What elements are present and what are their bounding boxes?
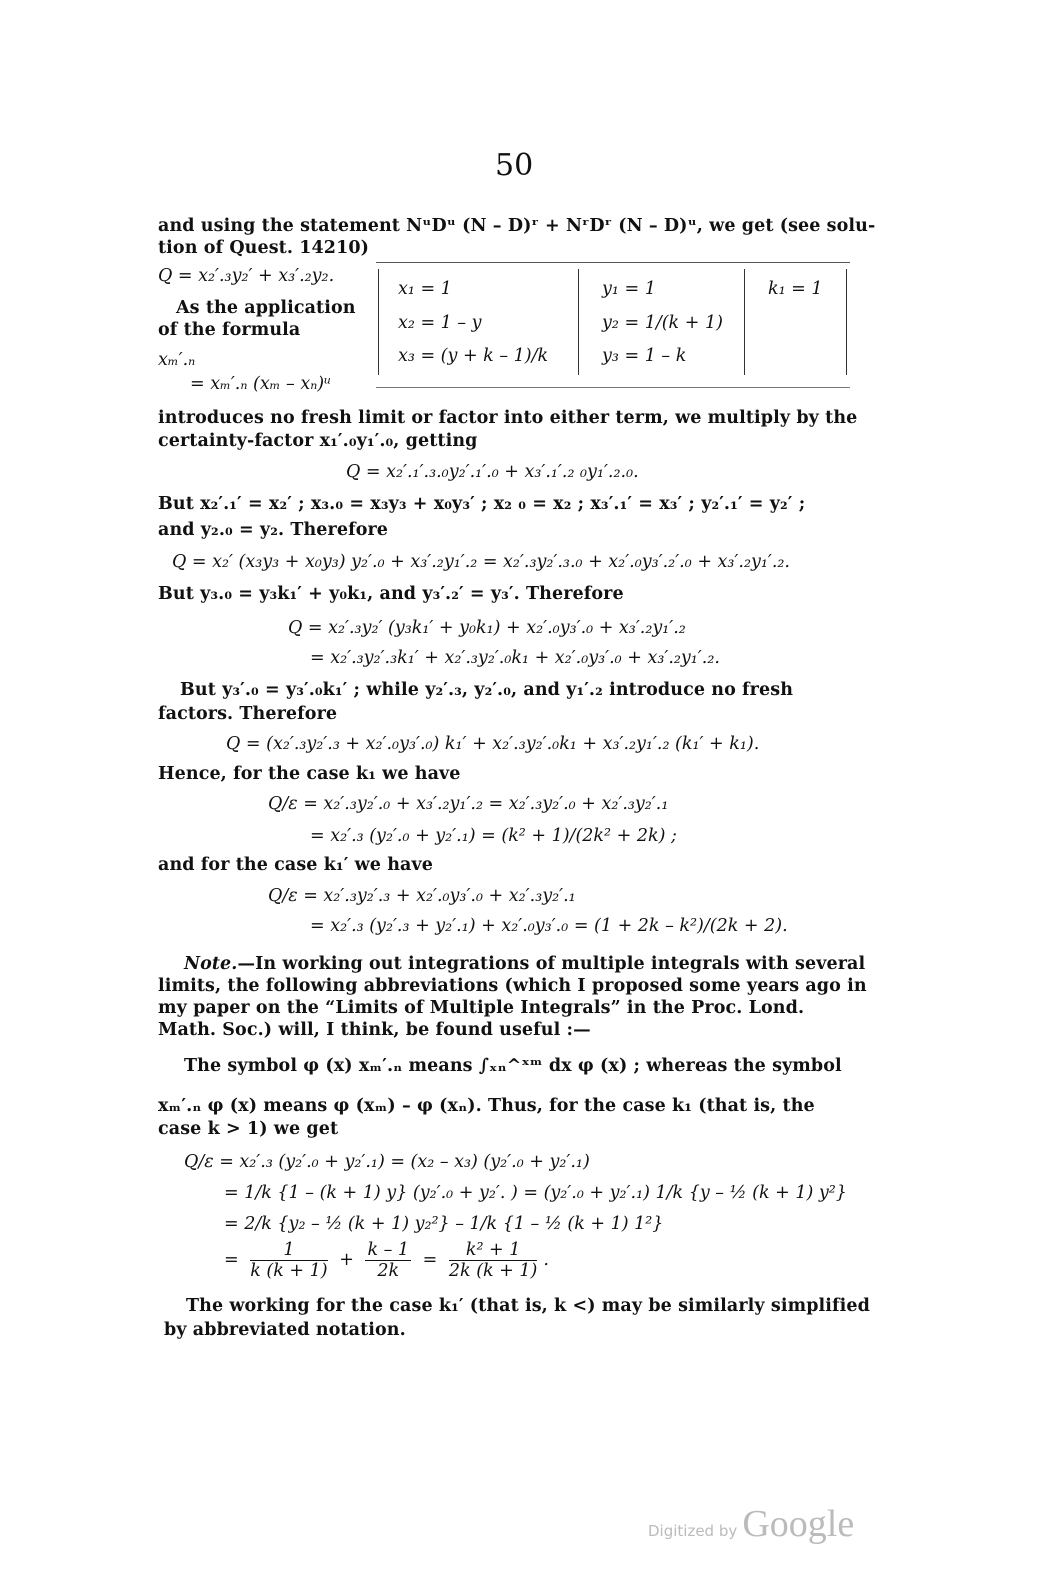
table-divider [744, 269, 745, 375]
fraction-3-numerator: k² + 1 [449, 1240, 537, 1261]
table-y2: y₂ = 1/(k + 1) [602, 313, 723, 333]
final-line-1: The working for the case k₁′ (that is, k <) may be similarly simplified [186, 1296, 870, 1316]
but1-line-2: and y₂.₀ = y₂. Therefore [158, 520, 389, 540]
note-line-1 [184, 954, 865, 974]
symbol-line-1: The symbol φ (x) xₘ′.ₙ means ∫ₓₙ^ˣᵐ dx φ (x) ; whereas the symbol [184, 1056, 842, 1076]
equation-7d: = $\frac{1}{k (k + 1)}$ + $\frac{k - 1}{2k}$ = $\frac{\text{k² + 1}}{2k (k + 1)}$ . [224, 1240, 549, 1281]
fraction-3-denominator: 2k (k + 1) [448, 1261, 538, 1281]
note-label: Note. [184, 954, 238, 974]
equation-5b: = x₂′.₃ (y₂′.₀ + y₂′.₁) = (k² + 1)/(2k² + 2k) ; [310, 826, 677, 846]
intro-line-1: and using the statement NᵘDᵘ (N – D)ʳ + NʳDʳ (N – D)ᵘ, we get (see solu- [158, 216, 876, 236]
note-line-3: my paper on the “Limits of Multiple Integrals” in the Proc. Lond. [158, 998, 805, 1018]
application-line-1: As the application [176, 298, 356, 318]
equation-7a: Q/ε = x₂′.₃ (y₂′.₀ + y₂′.₁) = (x₂ – x₃) (y₂′.₀ + y₂′.₁) [184, 1152, 590, 1172]
formula-x: xₘ′.ₙ [158, 350, 196, 370]
equation-6a: Q/ε = x₂′.₃y₂′.₃ + x₂′.₀y₃′.₀ + x₂′.₃y₂′.₁ [268, 886, 576, 906]
but3-line-2: factors. Therefore [158, 704, 338, 724]
watermark-small-text: Digitized by [648, 1522, 738, 1540]
fraction-3 [449, 1240, 537, 1281]
equation-7b: = 1/k {1 – (k + 1) y} (y₂′.₀ + y₂′. ) = (y₂′.₀ + y₂′.₁) 1/k {y – ½ (k + 1) y²} [224, 1183, 847, 1203]
equation-2: Q = x₂′ (x₃y₃ + x₀y₃) y₂′.₀ + x₃′.₂y₁′.₂ = x₂′.₃y₂′.₃.₀ + x₂′.₀y₃′.₂′.₀ + x₃′.₂y₁′.₂. [172, 552, 790, 572]
note-text: —In working out integrations of multiple integrals with several [237, 954, 866, 974]
page-number: 50 [495, 148, 534, 183]
table-y3: y₃ = 1 – k [602, 346, 687, 366]
table-divider [846, 269, 847, 375]
equation-7c: = 2/k {y₂ – ½ (k + 1) y₂²} – 1/k {1 – ½ (k + 1) 1²} [224, 1214, 664, 1234]
equation-5a: Q/ε = x₂′.₃y₂′.₀ + x₃′.₂y₁′.₂ = x₂′.₃y₂′.₀ + x₂′.₃y₂′.₁ [268, 794, 669, 814]
fraction-1 [250, 1240, 327, 1281]
equation-3a: Q = x₂′.₃y₂′ (y₃k₁′ + y₀k₁) + x₂′.₀y₃′.₀ + x₃′.₂y₁′.₂ [288, 618, 686, 638]
para1-line-2: certainty-factor x₁′.₀y₁′.₀, getting [158, 431, 478, 451]
fraction-2-numerator: k – 1 [367, 1240, 410, 1260]
hence-line: Hence, for the case k₁ we have [158, 764, 461, 784]
application-line-2: of the formula [158, 320, 301, 340]
table-divider [378, 269, 379, 375]
symbol-line-3: case k > 1) we get [158, 1119, 339, 1139]
note-line-2: limits, the following abbreviations (which I proposed some years ago in [158, 976, 867, 996]
table-x2: x₂ = 1 – y [398, 313, 482, 333]
final-line-2: by abbreviated notation. [164, 1320, 406, 1340]
equation-4: Q = (x₂′.₃y₂′.₃ + x₂′.₀y₃′.₀) k₁′ + x₂′.₃y₂′.₀k₁ + x₃′.₂y₁′.₂ (k₁′ + k₁). [226, 734, 760, 754]
table-divider [578, 269, 579, 375]
fraction-1-numerator: 1 [250, 1240, 327, 1261]
fraction-1-denominator: k (k + 1) [250, 1261, 328, 1281]
watermark-google-logo: Google [742, 1503, 855, 1545]
but2-line: But y₃.₀ = y₃k₁′ + y₀k₁, and y₃′.₂′ = y₃′. Therefore [158, 584, 624, 604]
case-line: and for the case k₁′ we have [158, 855, 433, 875]
intro-line-2: tion of Quest. 14210) [158, 238, 369, 258]
formula-rhs: = xₘ′.ₙ (xₘ – xₙ)ᵘ [190, 374, 332, 394]
symbol-line-2: xₘ′.ₙ φ (x) means φ (xₘ) – φ (xₙ). Thus, for the case k₁ (that is, the [158, 1096, 815, 1116]
table-x1: x₁ = 1 [398, 279, 452, 299]
but1-line-1: But x₂′.₁′ = x₂′ ; x₃.₀ = x₃y₃ + x₀y₃′ ; x₂ ₀ = x₂ ; x₃′.₁′ = x₃′ ; y₂′.₁′ = y₂′ ; [158, 494, 806, 514]
fraction-2 [365, 1240, 411, 1281]
table-x3: x₃ = (y + k – 1)/k [398, 346, 549, 366]
equation-1: Q = x₂′.₁′.₃.₀y₂′.₁′.₀ + x₃′.₁′.₂ ₀y₁′.₂.₀. [346, 462, 639, 482]
but3-line-1: But y₃′.₀ = y₃′.₀k₁′ ; while y₂′.₃, y₂′.₀, and y₁′.₂ introduce no fresh [180, 680, 794, 700]
equation-3b: = x₂′.₃y₂′.₃k₁′ + x₂′.₃y₂′.₀k₁ + x₂′.₀y₃′.₀ + x₃′.₂y₁′.₂. [310, 648, 720, 668]
fraction-2-denominator: 2k [377, 1261, 400, 1281]
table-y1: y₁ = 1 [602, 279, 656, 299]
para1-line-1: introduces no fresh limit or factor into either term, we multiply by the [158, 408, 858, 428]
google-watermark [648, 1502, 854, 1546]
equation-6b: = x₂′.₃ (y₂′.₃ + y₂′.₁) + x₂′.₀y₃′.₀ = (1 + 2k – k²)/(2k + 2). [310, 916, 788, 936]
q-definition: Q = x₂′.₃y₂′ + x₃′.₂y₂. [158, 266, 335, 286]
table-k1: k₁ = 1 [768, 279, 823, 299]
note-line-4: Math. Soc.) will, I think, be found useful :— [158, 1020, 591, 1040]
limits-table [376, 262, 850, 388]
